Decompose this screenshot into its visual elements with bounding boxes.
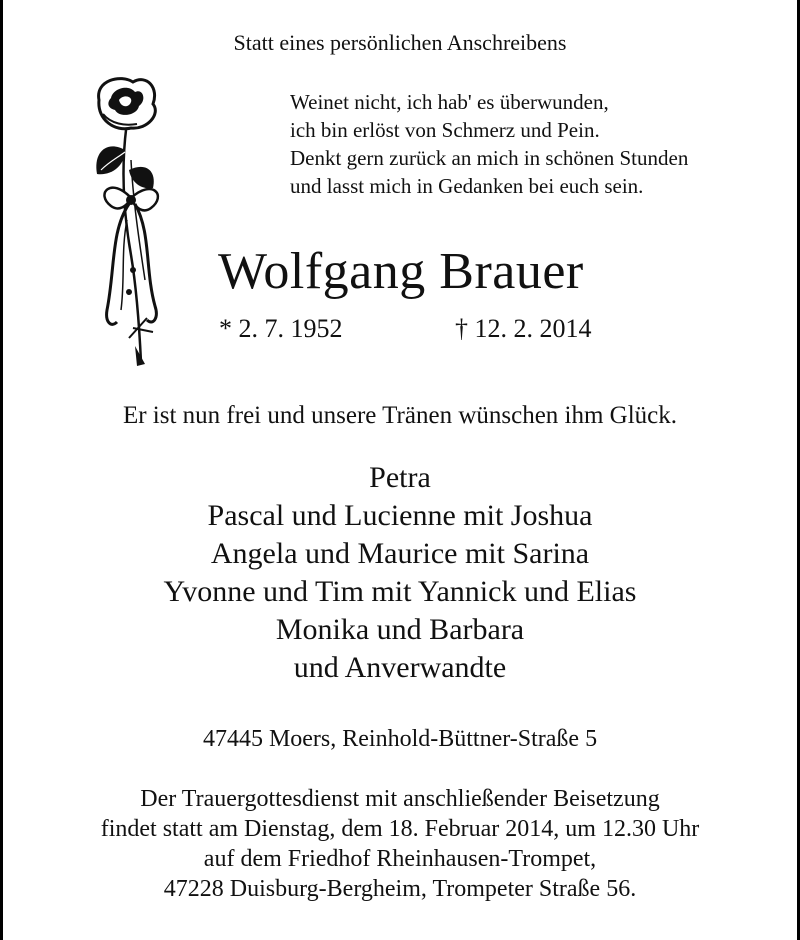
mourning-address: 47445 Moers, Reinhold-Büttner-Straße 5 (202, 726, 598, 752)
poem-line: Denkt gern zurück an mich in schönen Stunden (290, 146, 689, 170)
family-list (3, 459, 797, 687)
poem-line: und lasst mich in Gedanken bei euch sein. (290, 174, 644, 198)
death-date: † 12. 2. 2014 (455, 314, 592, 343)
family-member: Petra (369, 461, 431, 494)
family-member: Pascal und Lucienne mit Joshua (207, 499, 593, 532)
poem (290, 88, 688, 200)
family-member: und Anverwandte (293, 651, 507, 684)
header-text: Statt eines persönlichen Anschreibens (233, 30, 567, 55)
rose-icon (81, 70, 181, 370)
funeral-line: auf dem Friedhof Rheinhausen-Trompet, (203, 846, 597, 872)
birth-date: * 2. 7. 1952 (219, 314, 343, 343)
poem-line: ich bin erlöst von Schmerz und Pein. (290, 118, 600, 142)
deceased-name: Wolfgang Brauer (218, 243, 584, 300)
family-member: Yvonne und Tim mit Yannick und Elias (163, 575, 637, 608)
funeral-line: 47228 Duisburg-Bergheim, Trompeter Straße 56. (163, 876, 637, 902)
funeral-line: Der Trauergottesdienst mit anschließender Beisetzung (140, 786, 660, 812)
poem-line: Weinet nicht, ich hab' es überwunden, (290, 90, 609, 114)
funeral-line: findet statt am Dienstag, dem 18. Februar 2014, um 12.30 Uhr (100, 816, 700, 842)
family-member: Monika und Barbara (275, 613, 525, 646)
family-member: Angela und Maurice mit Sarina (210, 537, 590, 570)
memorial-quote: Er ist nun frei und unsere Tränen wünschen ihm Glück. (122, 402, 678, 429)
funeral-details (3, 784, 797, 904)
